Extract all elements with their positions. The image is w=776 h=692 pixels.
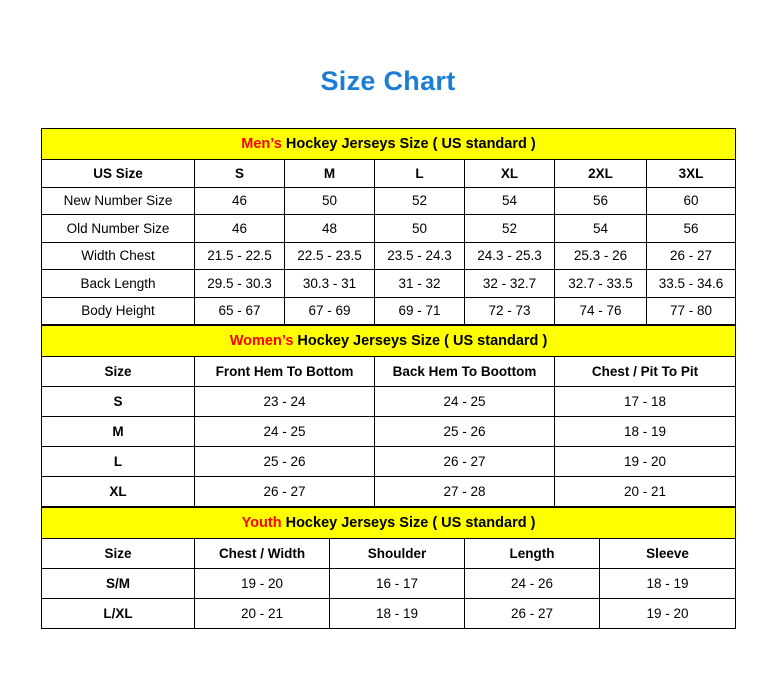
size-tables xyxy=(41,95,735,629)
table-row xyxy=(42,242,736,270)
mens-cell: 32.7 - 33.5 xyxy=(555,270,647,298)
table-row xyxy=(42,417,736,447)
womens-section-header-row xyxy=(42,326,736,357)
mens-section-header xyxy=(42,129,736,160)
mens-cell: 65 - 67 xyxy=(195,297,285,325)
youth-column-header-row xyxy=(42,539,736,569)
mens-cell: 50 xyxy=(285,187,375,215)
mens-cell: 31 - 32 xyxy=(375,270,465,298)
mens-size-table xyxy=(41,128,736,325)
womens-col-0: Size xyxy=(42,357,195,387)
mens-row-label: Old Number Size xyxy=(42,215,195,243)
mens-cell: 48 xyxy=(285,215,375,243)
table-row xyxy=(42,387,736,417)
womens-cell: 25 - 26 xyxy=(375,417,555,447)
youth-cell: 16 - 17 xyxy=(330,569,465,599)
youth-col-3: Length xyxy=(465,539,600,569)
mens-cell: 56 xyxy=(647,215,736,243)
mens-cell: 26 - 27 xyxy=(647,242,736,270)
mens-row-label: Back Length xyxy=(42,270,195,298)
womens-cell: 24 - 25 xyxy=(375,387,555,417)
table-row xyxy=(42,297,736,325)
mens-cell: 46 xyxy=(195,187,285,215)
mens-cell: 33.5 - 34.6 xyxy=(647,270,736,298)
mens-section-header-row xyxy=(42,129,736,160)
mens-cell: 52 xyxy=(375,187,465,215)
mens-col-2: M xyxy=(285,160,375,188)
mens-cell: 50 xyxy=(375,215,465,243)
youth-col-4: Sleeve xyxy=(600,539,736,569)
womens-row-label: L xyxy=(42,447,195,477)
mens-cell: 24.3 - 25.3 xyxy=(465,242,555,270)
womens-cell: 27 - 28 xyxy=(375,477,555,507)
womens-section-header-accent: Women’s xyxy=(229,333,294,349)
table-row xyxy=(42,215,736,243)
youth-col-0: Size xyxy=(42,539,195,569)
womens-cell: 18 - 19 xyxy=(555,417,736,447)
mens-row-label: Width Chest xyxy=(42,242,195,270)
table-row xyxy=(42,477,736,507)
womens-cell: 17 - 18 xyxy=(555,387,736,417)
table-row xyxy=(42,447,736,477)
mens-cell: 46 xyxy=(195,215,285,243)
mens-cell: 52 xyxy=(465,215,555,243)
womens-col-3: Chest / Pit To Pit xyxy=(555,357,736,387)
womens-row-label: M xyxy=(42,417,195,447)
mens-col-1: S xyxy=(195,160,285,188)
mens-col-4: XL xyxy=(465,160,555,188)
womens-cell: 26 - 27 xyxy=(195,477,375,507)
table-row xyxy=(42,187,736,215)
youth-col-1: Chest / Width xyxy=(195,539,330,569)
womens-column-header-row xyxy=(42,357,736,387)
womens-cell: 23 - 24 xyxy=(195,387,375,417)
mens-col-3: L xyxy=(375,160,465,188)
youth-section-header-accent: Youth xyxy=(241,515,282,531)
mens-cell: 60 xyxy=(647,187,736,215)
youth-size-table xyxy=(41,507,736,629)
womens-cell: 25 - 26 xyxy=(195,447,375,477)
womens-cell: 24 - 25 xyxy=(195,417,375,447)
mens-col-6: 3XL xyxy=(647,160,736,188)
table-row xyxy=(42,599,736,629)
mens-cell: 23.5 - 24.3 xyxy=(375,242,465,270)
mens-section-header-accent: Men’s xyxy=(241,136,282,152)
youth-cell: 19 - 20 xyxy=(195,569,330,599)
mens-cell: 67 - 69 xyxy=(285,297,375,325)
mens-section-header-rest: Hockey Jerseys Size ( US standard ) xyxy=(281,136,536,152)
youth-row-label: S/M xyxy=(42,569,195,599)
youth-cell: 18 - 19 xyxy=(600,569,736,599)
mens-cell: 77 - 80 xyxy=(647,297,736,325)
womens-row-label: XL xyxy=(42,477,195,507)
mens-row-label: Body Height xyxy=(42,297,195,325)
womens-cell: 20 - 21 xyxy=(555,477,736,507)
mens-cell: 25.3 - 26 xyxy=(555,242,647,270)
page-title: Size Chart xyxy=(320,66,456,96)
womens-size-table xyxy=(41,325,736,507)
youth-cell: 19 - 20 xyxy=(600,599,736,629)
mens-cell: 30.3 - 31 xyxy=(285,270,375,298)
youth-section-header-row xyxy=(42,508,736,539)
youth-cell: 24 - 26 xyxy=(465,569,600,599)
mens-cell: 21.5 - 22.5 xyxy=(195,242,285,270)
mens-cell: 74 - 76 xyxy=(555,297,647,325)
youth-cell: 18 - 19 xyxy=(330,599,465,629)
womens-row-label: S xyxy=(42,387,195,417)
mens-cell: 56 xyxy=(555,187,647,215)
mens-cell: 29.5 - 30.3 xyxy=(195,270,285,298)
womens-cell: 19 - 20 xyxy=(555,447,736,477)
mens-column-header-row xyxy=(42,160,736,188)
mens-col-0: US Size xyxy=(42,160,195,188)
mens-cell: 32 - 32.7 xyxy=(465,270,555,298)
youth-cell: 26 - 27 xyxy=(465,599,600,629)
mens-cell: 69 - 71 xyxy=(375,297,465,325)
mens-cell: 72 - 73 xyxy=(465,297,555,325)
table-row xyxy=(42,569,736,599)
youth-section-header-rest: Hockey Jerseys Size ( US standard ) xyxy=(281,515,536,531)
mens-row-label: New Number Size xyxy=(42,187,195,215)
youth-section-header xyxy=(42,508,736,539)
mens-cell: 54 xyxy=(465,187,555,215)
womens-col-2: Back Hem To Boottom xyxy=(375,357,555,387)
womens-section-header-rest: Hockey Jerseys Size ( US standard ) xyxy=(293,333,548,349)
mens-cell: 54 xyxy=(555,215,647,243)
youth-cell: 20 - 21 xyxy=(195,599,330,629)
table-row xyxy=(42,270,736,298)
womens-section-header xyxy=(42,326,736,357)
youth-col-2: Shoulder xyxy=(330,539,465,569)
womens-col-1: Front Hem To Bottom xyxy=(195,357,375,387)
mens-cell: 22.5 - 23.5 xyxy=(285,242,375,270)
youth-row-label: L/XL xyxy=(42,599,195,629)
womens-cell: 26 - 27 xyxy=(375,447,555,477)
mens-col-5: 2XL xyxy=(555,160,647,188)
